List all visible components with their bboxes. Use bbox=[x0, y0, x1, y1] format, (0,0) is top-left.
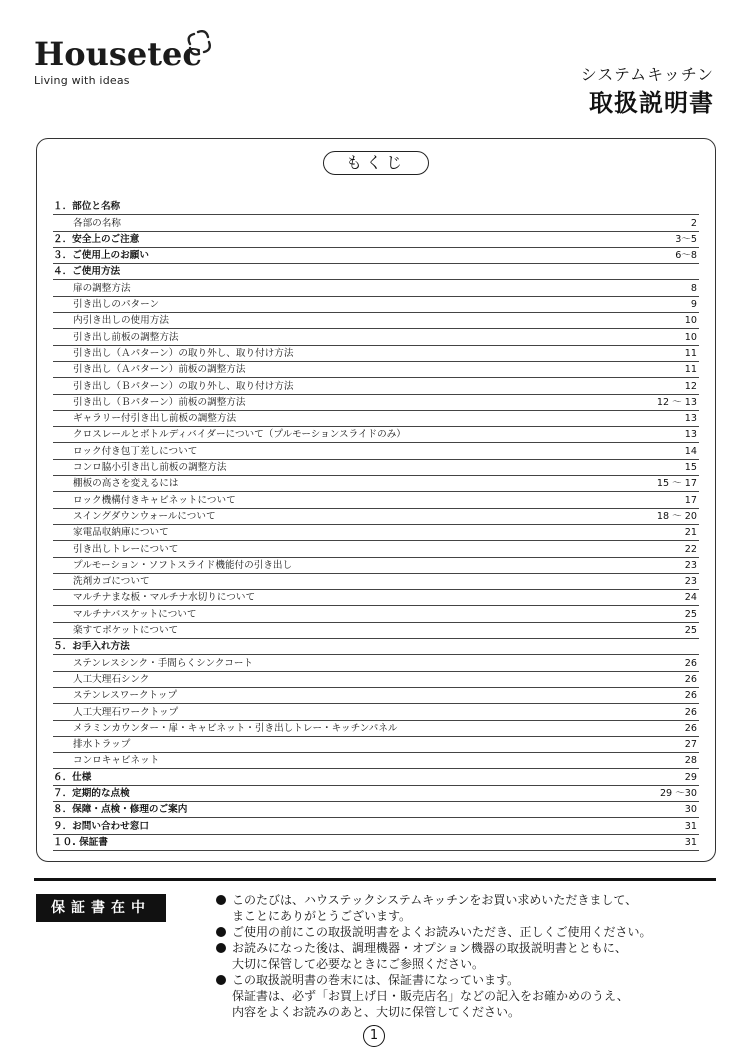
page-number: 1 bbox=[363, 1025, 385, 1047]
toc-entry bbox=[53, 818, 699, 834]
toc-entry-title: ６．仕様 bbox=[53, 771, 92, 783]
toc-entry bbox=[53, 802, 699, 818]
toc-entry-title: ステンレスシンク・手間らくシンクコート bbox=[73, 657, 254, 669]
toc-entry-title: 人工大理石シンク bbox=[73, 673, 150, 685]
toc-entry-page: 26 bbox=[684, 722, 697, 734]
toc-entry bbox=[53, 606, 699, 622]
toc-entry-title: ２．安全上のご注意 bbox=[53, 233, 140, 245]
toc-entry-page: 17 bbox=[684, 494, 697, 506]
toc-entry bbox=[53, 199, 699, 215]
toc-entry-page: 21 bbox=[684, 527, 697, 539]
toc-entry bbox=[53, 704, 699, 720]
bullet-icon bbox=[216, 943, 226, 953]
toc-entry-page: 15 ～ 17 bbox=[656, 478, 697, 490]
toc-entry bbox=[53, 672, 699, 688]
toc-entry-page: 25 bbox=[684, 608, 697, 620]
toc-entry bbox=[53, 525, 699, 541]
toc-entry-title: ロック機構付きキャビネットについて bbox=[73, 494, 236, 506]
toc-entry bbox=[53, 769, 699, 785]
toc-entry-page: 3～5 bbox=[675, 233, 697, 245]
toc-entry bbox=[53, 346, 699, 362]
notice-item bbox=[216, 924, 726, 940]
toc-entry bbox=[53, 492, 699, 508]
toc-entry-title: 扉の調整方法 bbox=[73, 282, 131, 294]
toc-entry-title: マルチナまな板・マルチナ水切りについて bbox=[73, 592, 256, 604]
toc-entry-page: 15 bbox=[684, 462, 697, 474]
toc-entry-title: １．部位と名称 bbox=[53, 201, 121, 213]
toc-entry bbox=[53, 623, 699, 639]
toc-entry-page: 26 bbox=[684, 690, 697, 702]
toc-entry-page: 12 bbox=[684, 380, 697, 392]
toc-entry bbox=[53, 688, 699, 704]
toc-entry bbox=[53, 509, 699, 525]
document-subtitle: システムキッチン bbox=[580, 65, 714, 84]
brand-name: Housetec bbox=[34, 35, 202, 73]
notice-line: 内容をよくお読みのあと、大切に保管してください。 bbox=[232, 1005, 521, 1019]
toc-entry-page: 22 bbox=[684, 543, 697, 555]
toc-entry bbox=[53, 655, 699, 671]
notice-line: この取扱説明書の巻末には、保証書になっています。 bbox=[232, 973, 520, 987]
toc-entry-page: 2 bbox=[690, 217, 697, 229]
toc-entry bbox=[53, 835, 699, 851]
toc-entry bbox=[53, 297, 699, 313]
toc-entry bbox=[53, 721, 699, 737]
toc-entry-title: 洗剤カゴについて bbox=[73, 576, 150, 588]
notice-line: このたびは、ハウステックシステムキッチンをお買い求めいただきまして、 bbox=[232, 893, 638, 907]
toc-list bbox=[53, 199, 699, 851]
toc-entry-page: 23 bbox=[684, 576, 697, 588]
toc-entry bbox=[53, 248, 699, 264]
toc-entry-page: 11 bbox=[684, 347, 697, 359]
document-main-title: 取扱説明書 bbox=[589, 89, 714, 117]
notice-list bbox=[216, 892, 726, 1020]
toc-entry-title: 引き出しのパターン bbox=[73, 299, 160, 311]
toc-entry-title: スイングダウンウォールについて bbox=[73, 510, 216, 522]
toc-entry-title: ５．お手入れ方法 bbox=[53, 641, 130, 653]
toc-entry-title: 引き出し（Ａパターン）の取り外し、取り付け方法 bbox=[73, 347, 294, 359]
toc-entry-title: マルチナバスケットについて bbox=[73, 608, 197, 620]
toc-entry bbox=[53, 232, 699, 248]
brand-tagline: Living with ideas bbox=[34, 74, 130, 87]
toc-entry-page: 13 bbox=[684, 429, 697, 441]
toc-entry-title: ４．ご使用方法 bbox=[53, 266, 121, 278]
toc-entry bbox=[53, 443, 699, 459]
toc-entry-page: 8 bbox=[690, 282, 697, 294]
toc-entry-title: ７．定期的な点検 bbox=[53, 787, 130, 799]
toc-entry bbox=[53, 378, 699, 394]
toc-entry-page: 23 bbox=[684, 559, 697, 571]
toc-entry bbox=[53, 590, 699, 606]
notice-line: 保証書は、必ず「お買上げ日・販売店名」などの記入をお確かめのうえ、 bbox=[232, 989, 629, 1003]
toc-entry bbox=[53, 427, 699, 443]
toc-entry bbox=[53, 264, 699, 280]
toc-entry-page: 9 bbox=[690, 299, 697, 311]
toc-entry-title: 家電品収納庫について bbox=[73, 527, 169, 539]
toc-entry bbox=[53, 476, 699, 492]
notice-item bbox=[216, 972, 726, 1020]
toc-entry-page: 31 bbox=[684, 836, 697, 848]
toc-entry-title: 内引き出しの使用方法 bbox=[73, 315, 169, 327]
toc-entry-title: コンロキャビネット bbox=[73, 755, 160, 767]
toc-entry-page: 27 bbox=[684, 739, 697, 751]
toc-entry bbox=[53, 280, 699, 296]
toc-entry-page: 31 bbox=[684, 820, 697, 832]
toc-entry bbox=[53, 215, 699, 231]
toc-entry bbox=[53, 639, 699, 655]
toc-entry-title: メラミンカウンター・扉・キャビネット・引き出しトレー・キッチンパネル bbox=[73, 722, 398, 734]
toc-entry-title: 棚板の高さを変えるには bbox=[73, 478, 179, 490]
toc-entry-title: クロスレールとボトルディバイダーについて（プルモーションスライドのみ） bbox=[73, 429, 406, 441]
toc-entry-page: 13 bbox=[684, 413, 697, 425]
notice-line: まことにありがとうございます。 bbox=[232, 909, 412, 923]
notice-item bbox=[216, 892, 726, 924]
toc-entry bbox=[53, 411, 699, 427]
bullet-icon bbox=[216, 927, 226, 937]
toc-entry-title: 楽すてポケットについて bbox=[73, 625, 179, 637]
toc-entry-page: 24 bbox=[684, 592, 697, 604]
toc-entry bbox=[53, 395, 699, 411]
toc-entry-page: 29 bbox=[684, 771, 697, 783]
toc-entry bbox=[53, 558, 699, 574]
toc-entry-page: 18 ～ 20 bbox=[656, 510, 697, 522]
toc-entry bbox=[53, 541, 699, 557]
toc-entry-title: 引き出し前板の調整方法 bbox=[73, 331, 179, 343]
toc-entry-page: 11 bbox=[684, 364, 697, 376]
toc-entry-page: 26 bbox=[684, 706, 697, 718]
toc-entry-title: プルモーション・ソフトスライド機能付の引き出し bbox=[73, 559, 293, 571]
toc-entry bbox=[53, 737, 699, 753]
toc-entry-title: 引き出し（Ｂパターン）前板の調整方法 bbox=[73, 396, 246, 408]
toc-entry-page: 28 bbox=[684, 755, 697, 767]
toc-entry-page: 26 bbox=[684, 673, 697, 685]
toc-entry-title: コンロ脇小引き出し前板の調整方法 bbox=[73, 462, 227, 474]
swirl-logo-icon bbox=[184, 30, 214, 56]
toc-entry-page: 10 bbox=[684, 331, 697, 343]
toc-entry bbox=[53, 313, 699, 329]
notice-item bbox=[216, 940, 726, 972]
toc-heading: もくじ bbox=[323, 151, 429, 175]
toc-entry bbox=[53, 329, 699, 345]
notice-line: ご使用の前にこの取扱説明書をよくお読みいただき、正しくご使用ください。 bbox=[232, 925, 652, 939]
toc-entry-title: 各部の名称 bbox=[73, 217, 121, 229]
table-of-contents bbox=[36, 138, 716, 862]
toc-entry-page: 25 bbox=[684, 625, 697, 637]
toc-entry-page: 29 ～30 bbox=[659, 787, 697, 799]
brand-logo bbox=[34, 36, 202, 87]
notice-line: 大切に保管して必要なときにご参照ください。 bbox=[232, 957, 485, 971]
toc-entry bbox=[53, 753, 699, 769]
toc-entry-title: 排水トラップ bbox=[73, 739, 131, 751]
toc-entry-title: ３．ご使用上のお願い bbox=[53, 250, 149, 262]
toc-entry-title: ８．保障・点検・修理のご案内 bbox=[53, 804, 188, 816]
toc-entry-title: 引き出し（Ａパターン）前板の調整方法 bbox=[73, 364, 246, 376]
toc-entry-page: 6～8 bbox=[675, 250, 697, 262]
toc-entry-page: 30 bbox=[684, 804, 697, 816]
toc-entry-title: 引き出しトレーについて bbox=[73, 543, 179, 555]
notice-divider bbox=[34, 878, 716, 881]
toc-entry bbox=[53, 574, 699, 590]
toc-entry-title: ９．お問い合わせ窓口 bbox=[53, 820, 149, 832]
toc-entry-page: 14 bbox=[684, 445, 697, 457]
notice-line: お読みになった後は、調理機器・オプション機器の取扱説明書とともに、 bbox=[232, 941, 627, 955]
toc-entry-title: ロック付き包丁差しについて bbox=[73, 445, 198, 457]
toc-entry-title: 人工大理石ワークトップ bbox=[73, 706, 179, 718]
warranty-enclosed-badge: 保証書在中 bbox=[36, 894, 166, 922]
toc-entry-page: 26 bbox=[684, 657, 697, 669]
toc-entry bbox=[53, 460, 699, 476]
toc-entry-title: ギャラリー付引き出し前板の調整方法 bbox=[73, 413, 237, 425]
document-title bbox=[581, 64, 714, 120]
toc-entry bbox=[53, 362, 699, 378]
toc-entry-title: １０. 保証書 bbox=[53, 836, 108, 848]
bullet-icon bbox=[216, 895, 226, 905]
toc-entry-title: 引き出し（Ｂパターン）の取り外し、取り付け方法 bbox=[73, 380, 294, 392]
toc-entry-page: 12 ～ 13 bbox=[656, 396, 697, 408]
toc-entry-page: 10 bbox=[684, 315, 697, 327]
bullet-icon bbox=[216, 975, 226, 985]
toc-entry-title: ステンレスワークトップ bbox=[73, 690, 178, 702]
toc-entry bbox=[53, 786, 699, 802]
